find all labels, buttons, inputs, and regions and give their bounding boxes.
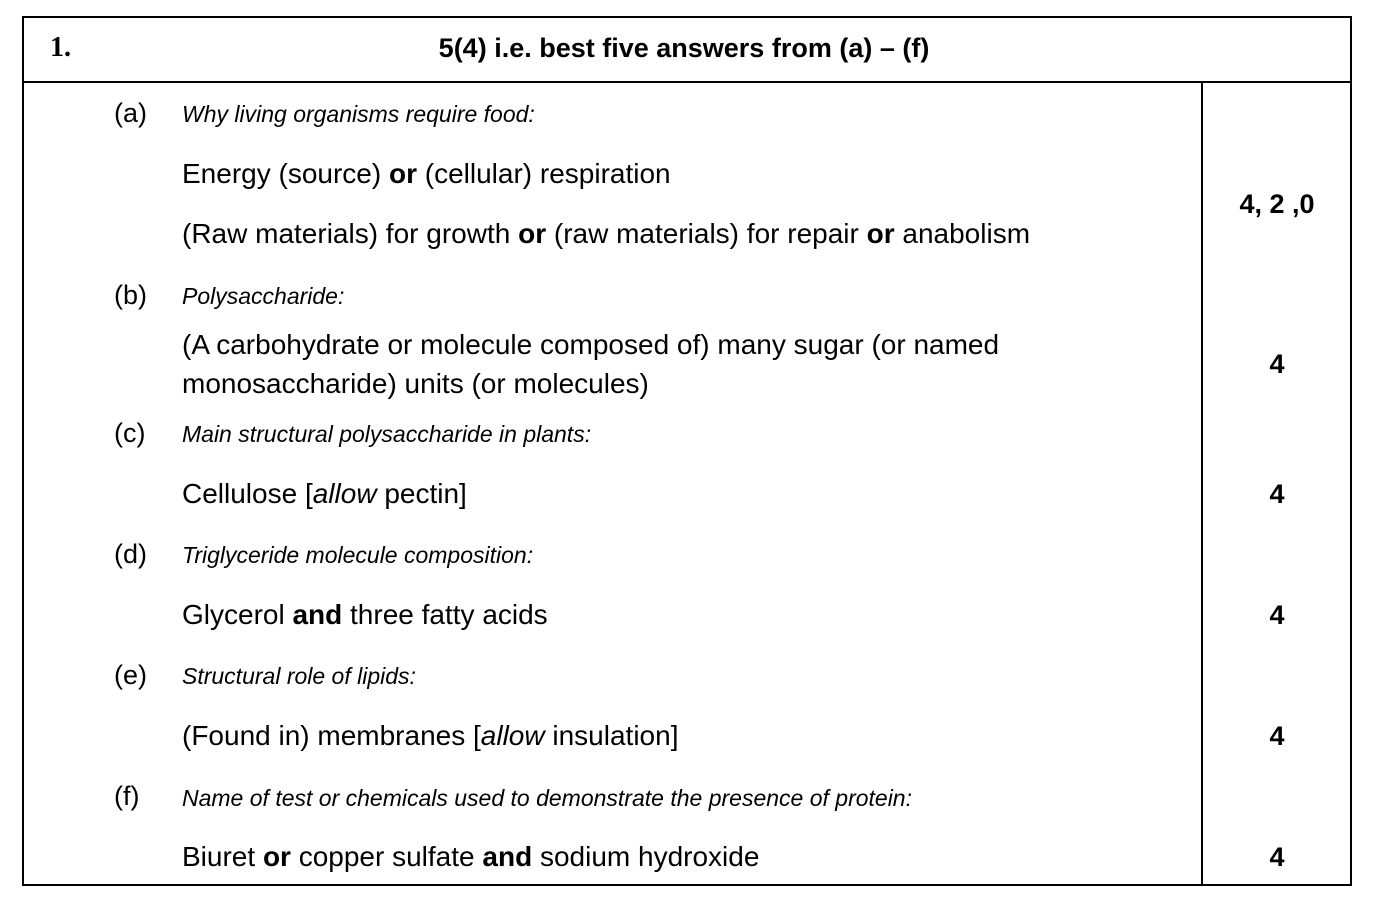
part-f-prompt: Name of test or chemicals used to demonstrate the presence of protein: (182, 785, 912, 811)
part-c-prompt: Main structural polysaccharide in plants: (182, 421, 592, 447)
question-header-row (24, 18, 1350, 83)
part-e-mark: 4 (1269, 721, 1285, 751)
part-b-answer-line-2: monosaccharide) units (or molecules) (182, 368, 649, 399)
part-b-answer-line-1: (A carbohydrate or molecule composed of) many sugar (or named (182, 329, 1000, 360)
part-e-prompt: Structural role of lipids: (182, 663, 416, 689)
marks-column-divider (1201, 81, 1203, 886)
part-e-answer-line-1: (Found in) membranes [allow insulation] (182, 720, 679, 751)
part-f-answer-line-1: Biuret or copper sulfate and sodium hydroxide (182, 841, 760, 872)
part-c-mark: 4 (1269, 479, 1285, 509)
part-d-prompt: Triglyceride molecule composition: (182, 542, 534, 568)
part-c-label: (c) (114, 418, 146, 448)
part-d-answer-line-1: Glycerol and three fatty acids (182, 599, 548, 630)
part-f-mark: 4 (1269, 842, 1285, 872)
part-f-label: (f) (114, 781, 140, 811)
part-a-answer-line-1: Energy (source) or (cellular) respiration (182, 158, 671, 189)
part-d-label: (d) (114, 539, 147, 569)
question-number: 1. (50, 32, 71, 63)
part-b-label: (b) (114, 280, 147, 310)
part-a-label: (a) (114, 98, 147, 128)
part-a-answer-line-2: (Raw materials) for growth or (raw materials) for repair or anabolism (182, 218, 1031, 249)
marking-scheme-table (22, 16, 1352, 886)
question-title: 5(4) i.e. best five answers from (a) – (f) (438, 33, 930, 63)
part-a-prompt: Why living organisms require food: (182, 101, 535, 127)
part-b-prompt: Polysaccharide: (182, 283, 345, 309)
part-a-mark: 4, 2 ,0 (1239, 189, 1315, 219)
part-b-mark: 4 (1269, 349, 1285, 379)
part-d-mark: 4 (1269, 600, 1285, 630)
part-e-label: (e) (114, 660, 147, 690)
part-c-answer-line-1: Cellulose [allow pectin] (182, 478, 467, 509)
